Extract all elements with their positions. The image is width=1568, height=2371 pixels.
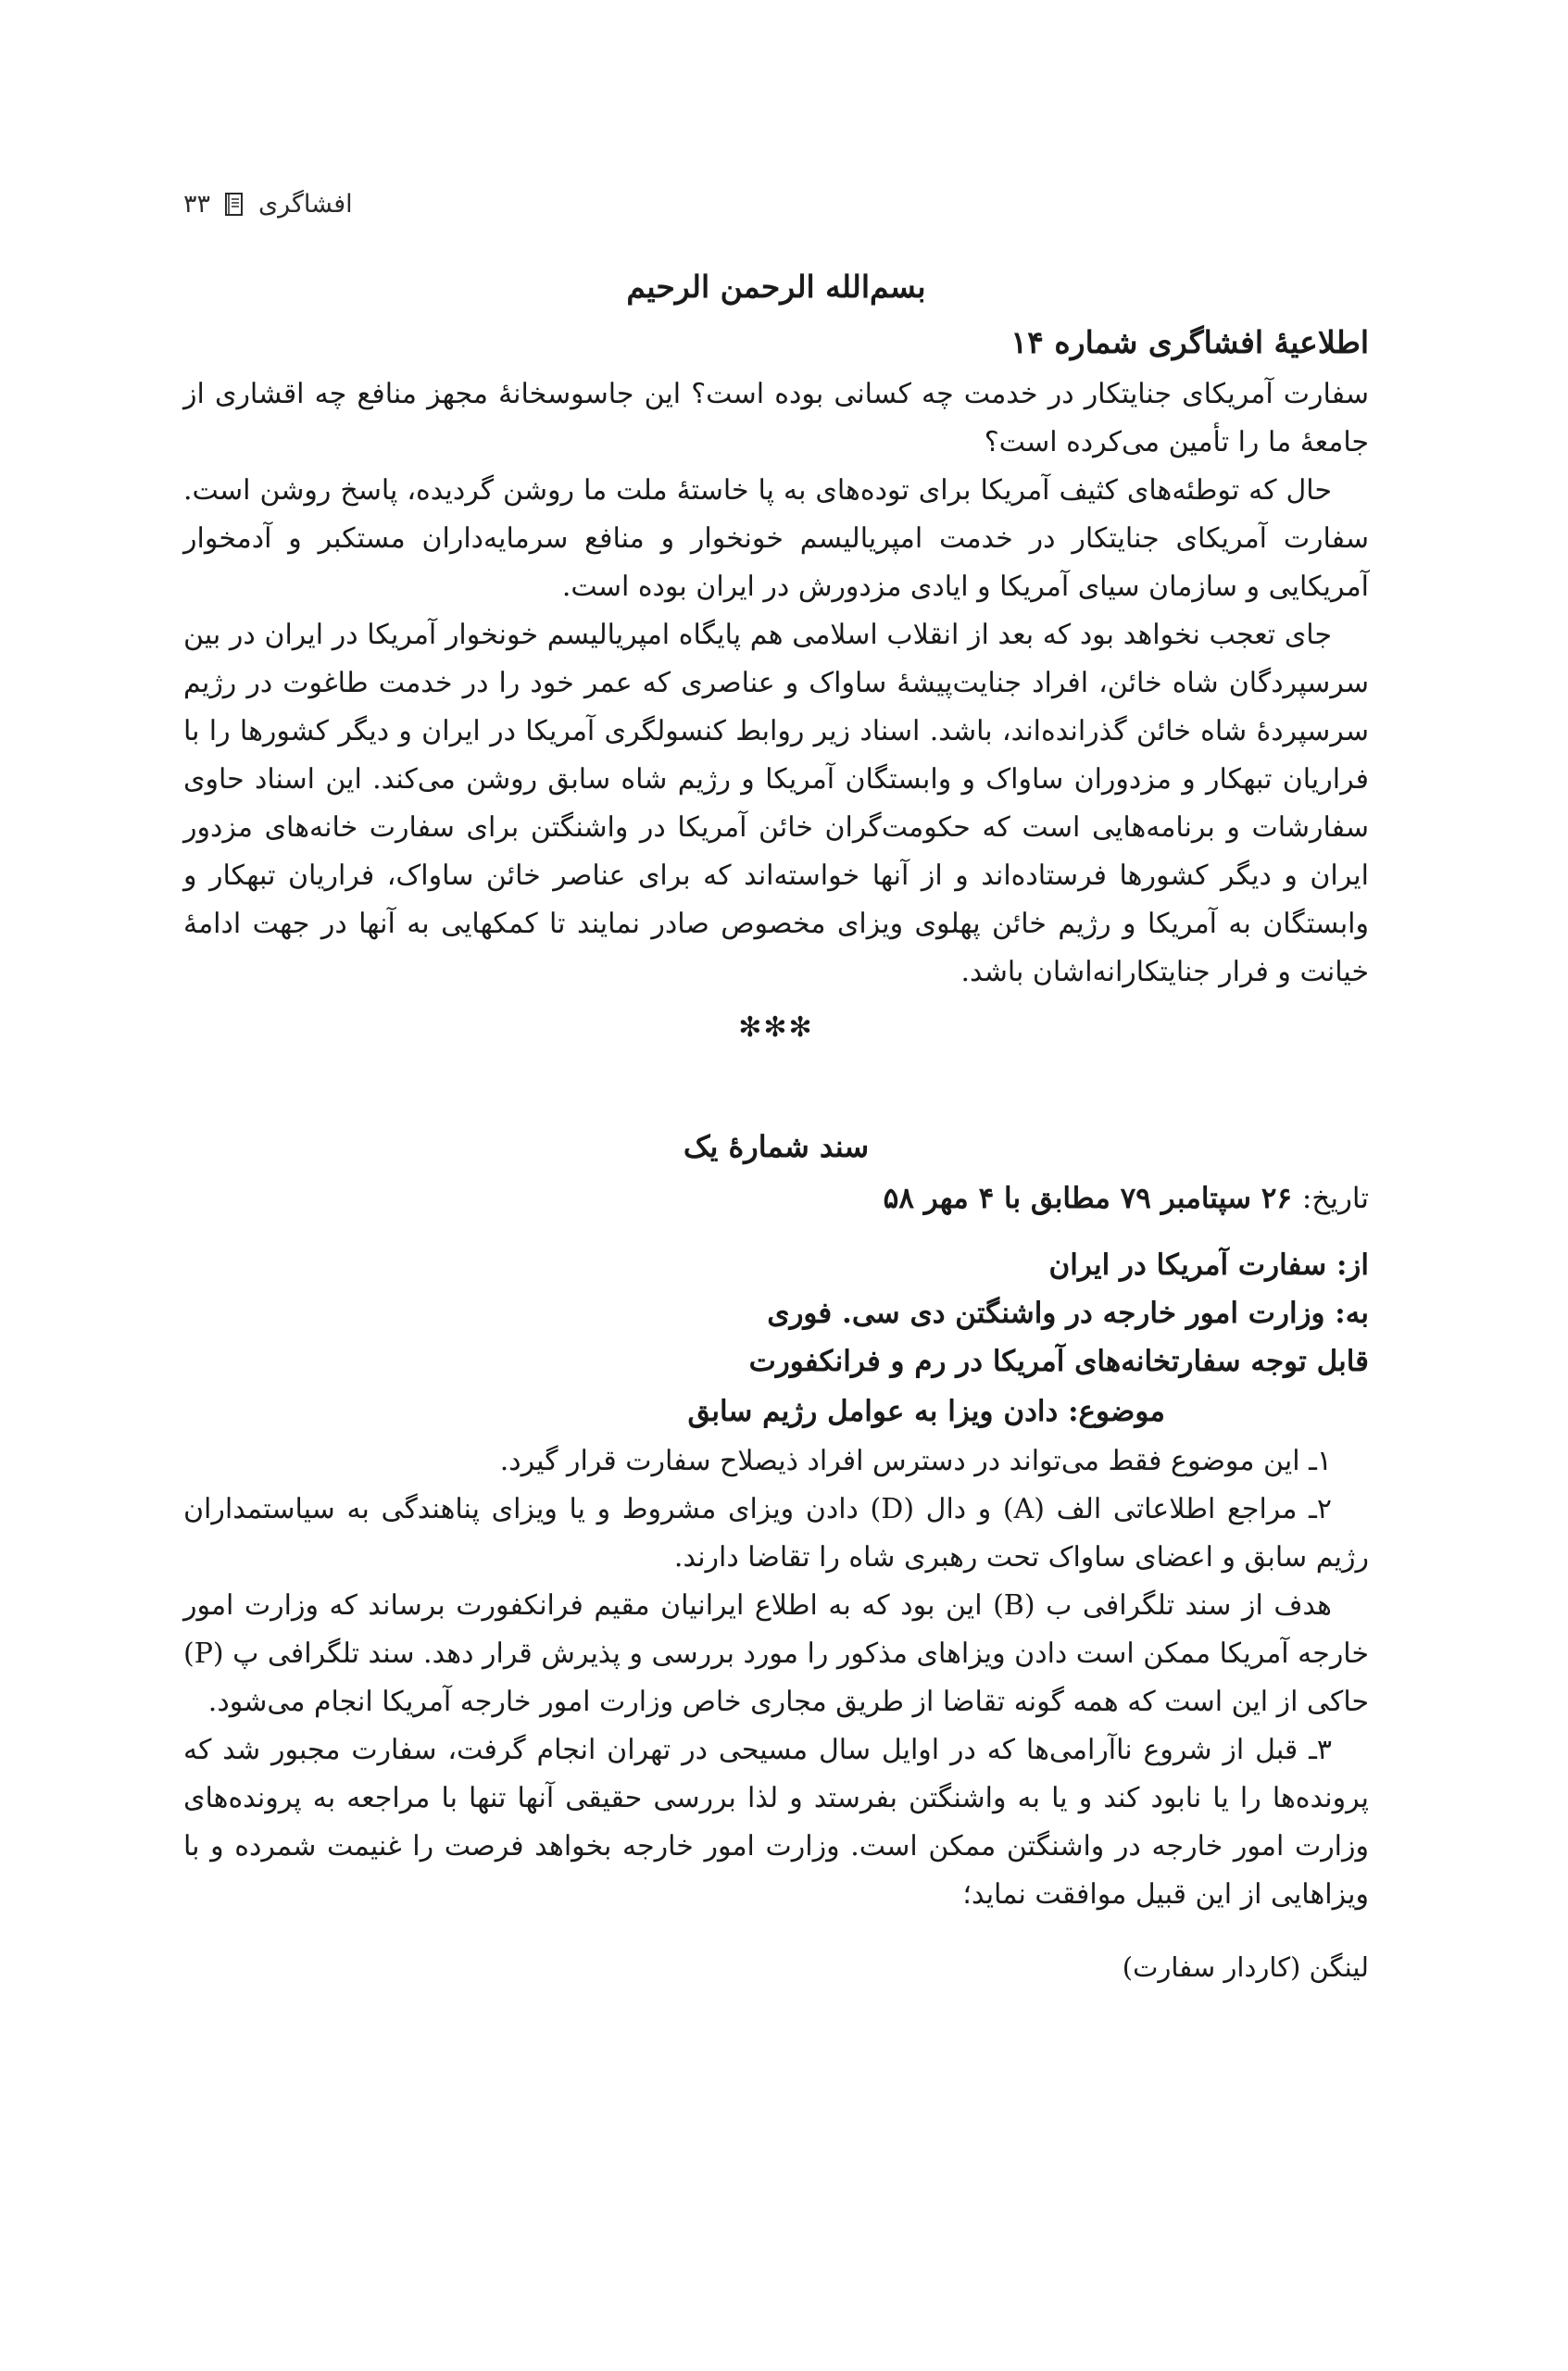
bulletin-title: اطلاعیۀ افشاگری شماره ۱۴: [1010, 324, 1369, 360]
document-paragraph: ۲ـ مراجع اطلاعاتی الف (A) و دال (D) دادن ویزای مشروط و یا ویزای پناهندگی به سیاستمداران رژیم سابق و اعضای ساواک تحت رهبری شاه را تقاضا دارند.: [183, 1493, 1369, 1574]
document-from: از: سفارت آمریکا در ایران: [1048, 1248, 1369, 1282]
section-separator: ✻✻✻: [738, 1011, 814, 1044]
document-paragraph: ۳ـ قبل از شروع ناآرامی‌ها که در اوایل سال مسیحی در تهران انجام گرفت، سفارت مجبور شد که پرونده‌ها را یا نابود کند و یا به واشنگتن بفرستد و لذا بررسی حقیقی آنها تنها با مراجعه به پرونده‌های وزارت امور خارجه در واشنگتن ممکن است. وزارت امور خارجه بخواهد فرصت را غنیمت شمرده و با ویزاهایی از این قبیل موافقت نماید؛: [183, 1734, 1369, 1911]
document-title: سند شمارۀ یک: [683, 1129, 870, 1164]
section-title: افشاگری: [258, 190, 353, 219]
page-number: ۳۳: [183, 190, 211, 219]
date-value: ۲۶ سپتامبر ۷۹ مطابق با ۴ مهر ۵۸: [883, 1182, 1293, 1215]
intro-paragraph: سفارت آمریکای جنایتکار در خدمت چه کسانی بوده است؟ این جاسوسخانۀ مجهز منافع چه اقشاری از جامعۀ ما را تأمین می‌کرده است؟: [183, 378, 1369, 458]
document-attention: قابل توجه سفارتخانه‌های آمریکا در رم و فرانکفورت: [748, 1345, 1369, 1378]
document-to: به: وزارت امور خارجه در واشنگتن دی سی. فوری: [767, 1297, 1369, 1330]
page-body: [183, 259, 1369, 2018]
intro-paragraph: جای تعجب نخواهد بود که بعد از انقلاب اسلامی هم پایگاه امپریالیسم خونخوار آمریکا در ایران در بین سرسپردگان شاه خائن، افراد جنایت‌پیشۀ ساواک و عناصری که عمر خود را در خدمت طاغوت در رژیم سرسپردۀ شاه خائن گذرانده‌اند، باشد. اسناد زیر روابط کنسولگری آمریکا در ایران و دیگر کشورها را با فراریان تبهکار و مزدوران ساواک و وابستگان آمریکا و رژیم شاه سابق روشن می‌کند. این اسناد حاوی سفارشات و برنامه‌هایی است که حکومت‌گران خائن آمریکا در واشنگتن برای سفارت خانه‌های مزدور ایران و دیگر کشورها فرستاده‌اند و از آنها خواسته‌اند که برای عناصر خائن ساواک، فراریان تبهکار و وابستگان به آمریکا و رژیم خائن پهلوی ویزای مخصوص صادر نمایند تا کمکهایی به آنها در جهت ادامۀ خیانت و فرار جنایتکارانه‌اشان باشد.: [183, 619, 1369, 988]
date-label: تاریخ:: [1301, 1182, 1369, 1215]
document-paragraph: ۱ـ این موضوع فقط می‌تواند در دسترس افراد ذیصلاح سفارت قرار گیرد.: [499, 1445, 1332, 1477]
running-head: [183, 190, 353, 219]
document-subject: موضوع: دادن ویزا به عوامل رژیم سابق: [687, 1395, 1165, 1428]
page-header: [183, 190, 1369, 236]
basmala-heading: بسم‌الله الرحمن الرحیم: [626, 269, 926, 305]
document-date: [183, 1173, 1369, 1224]
intro-paragraph: حال که توطئه‌های کثیف آمریکا برای توده‌های به پا خاستۀ ملت ما روشن گردیده، پاسخ روشن است. سفارت آمریکای جنایتکار در خدمت امپریالیسم خونخوار و منافع سرمایه‌داران مستکبر و آدمخوار آمریکایی و سازمان سیای آمریکا و ایادی مزدورش در ایران بوده است.: [183, 474, 1369, 603]
signature: لینگن (کاردار سفارت): [1122, 1951, 1369, 1983]
book-page-icon: [223, 192, 245, 218]
document-paragraph: هدف از سند تلگرافی ب (B) این بود که به اطلاع ایرانیان مقیم فرانکفورت برساند که وزارت امور خارجه آمریکا ممکن است دادن ویزاهای مذکور را مورد بررسی و پذیرش قرار دهد. سند تلگرافی پ (P) حاکی از این است که همه گونه تقاضا از طریق مجاری خاص وزارت امور خارجه آمریکا انجام می‌شود.: [183, 1589, 1369, 1718]
